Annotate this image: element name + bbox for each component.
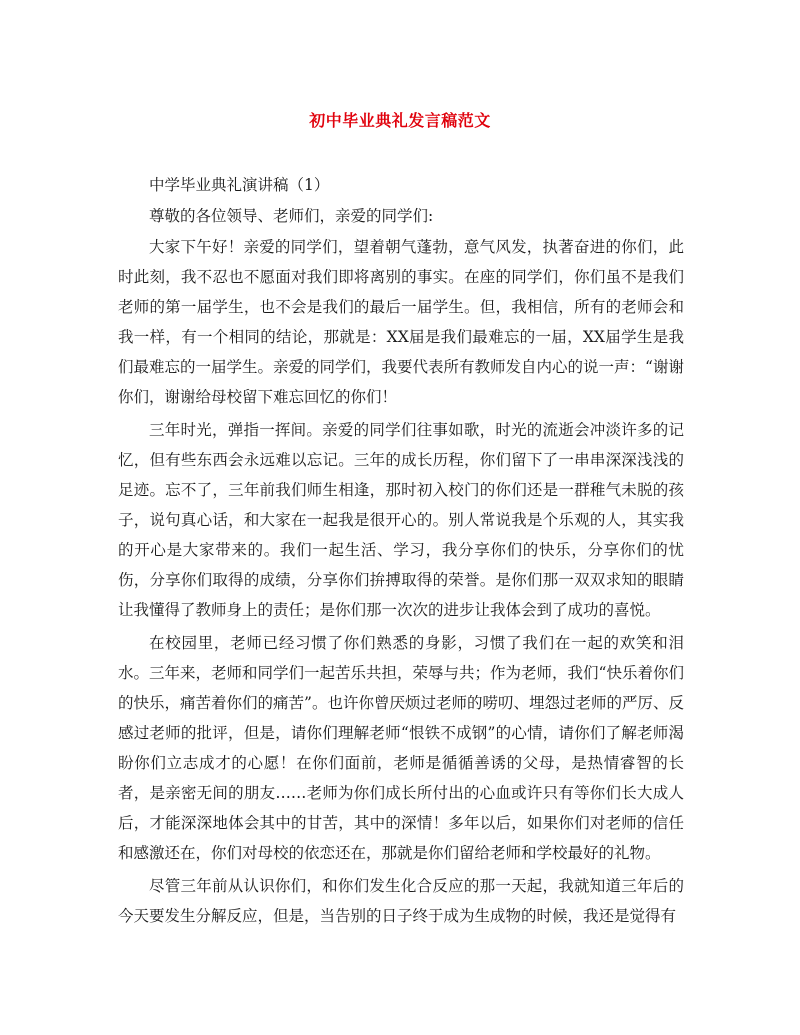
- paragraph-1: 大家下午好！亲爱的同学们，望着朝气蓬勃，意气风发，执著奋进的你们，此时此刻，我不忍也不愿面对我们即将离别的事实。在座的同学们，你们虽不是我们老师的第一届学生，也不会是我们的最后一届学生。但，我相信，所有的老师会和我一样，有一个相同的结论，那就是：XX届是我们最难忘的一届，XX届学生是我们最难忘的一届学生。亲爱的同学们，我要代表所有教师发自内心的说一声：“谢谢你们，谢谢给母校留下难忘回忆的你们！: [118, 238, 684, 406]
- speech-greeting: 尊敬的各位领导、老师们，亲爱的同学们:: [149, 207, 434, 225]
- paragraph-4: 尽管三年前从认识你们，和你们发生化合反应的那一天起，我就知道三年后的今天要发生分解反应，但是，当告别的日子终于成为生成物的时候，我还是觉得有: [118, 877, 684, 925]
- paragraph-3: 在校园里，老师已经习惯了你们熟悉的身影，习惯了我们在一起的欢笑和泪水。三年来，老师和同学们一起苦乐共担，荣辱与共；作为老师，我们“快乐着你们的快乐，痛苦着你们的痛苦”。也许你曾厌烦过老师的唠叨、埋怨过老师的严厉、反感过老师的批评，但是，请你们理解老师“恨铁不成钢”的心情，请你们了解老师渴盼你们立志成才的心愿！在你们面前，老师是循循善诱的父母，是热情睿智的长者，是亲密无间的朋友……老师为你们成长所付出的心血或许只有等你们长大成人后，才能深深地体会其中的甘苦，其中的深情！多年以后，如果你们对老师的信任和感激还在，你们对母校的依恋还在，那就是你们留给老师和学校最好的礼物。: [118, 634, 684, 862]
- document-body: [118, 170, 684, 934]
- paragraph-2: 三年时光，弹指一挥间。亲爱的同学们往事如歌，时光的流逝会冲淡许多的记忆，但有些东西会永远难以忘记。三年的成长历程，你们留下了一串串深深浅浅的足迹。忘不了，三年前我们师生相逢，那时初入校门的你们还是一群稚气未脱的孩子，说句真心话，和大家在一起我是很开心的。别人常说我是个乐观的人，其实我的开心是大家带来的。我们一起生活、学习，我分享你们的快乐，分享你们的忧伤，分享你们取得的成绩，分享你们拚搏取得的荣誉。是你们那一双双求知的眼睛让我懂得了教师身上的责任；是你们那一次次的进步让我体会到了成功的喜悦。: [118, 421, 684, 619]
- document-title: 初中毕业典礼发言稿范文: [309, 111, 491, 130]
- speech-subtitle: 中学毕业典礼演讲稿（1）: [149, 176, 330, 194]
